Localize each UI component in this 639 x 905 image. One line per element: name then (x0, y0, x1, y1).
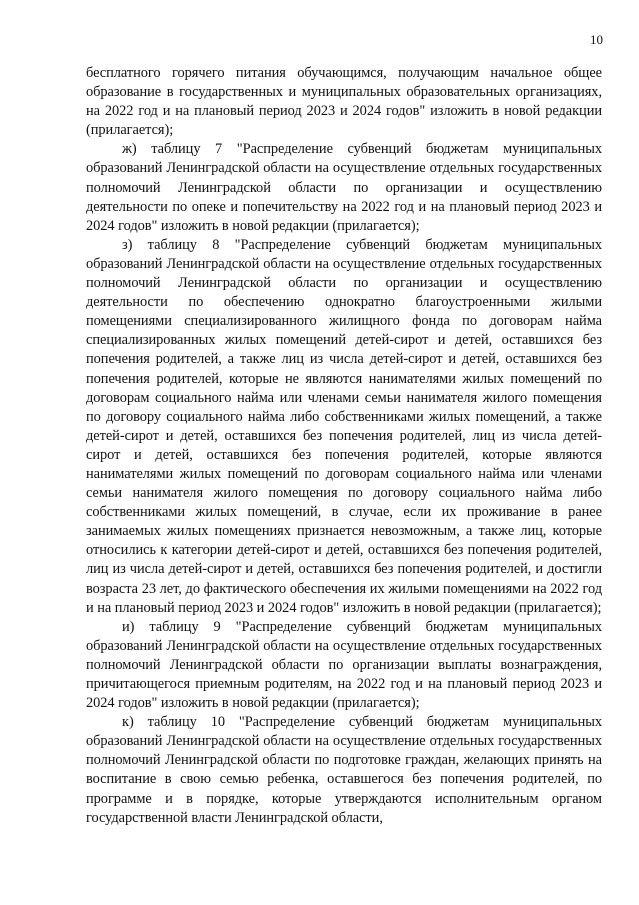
paragraph-k-table-10: к) таблицу 10 "Распределение субвенций бюджетам муниципальных образований Ленинградской области на осуществление отдельных государственных полномочий Ленинградской области по подготовке граждан, желающих принять на воспитание в свою семью ребенка, оставшегося без попечения родителей, по программе и в порядке, которые утверждаются исполнительным органом государственной власти Ленинградской области, (86, 714, 602, 826)
page-number: 10 (590, 32, 603, 47)
paragraph-z-table-8: з) таблицу 8 "Распределение субвенций бюджетам муниципальных образований Ленинградской области на осуществление отдельных государственных полномочий Ленинградской области по организации и осуществлению деятельности по обеспечению однократно благоустроенными жилыми помещениями специализированного жилищного фонда по договорам найма специализированных жилых помещений детей-сирот и детей, оставшихся без попечения родителей, а также лиц из числа детей-сирот и детей, оставшихся без попечения родителей, которые не являются нанимателями жилых помещений по договорам социального найма или членами семьи нанимателя жилого помещения по договору социального найма либо собственниками жилых помещений, а также детей-сирот и детей, оставшихся без попечения родителей, лиц из числа детей-сирот и детей, оставшихся без попечения родителей, которые являются нанимателями жилых помещений по договорам социального найма или членами семьи нанимателя жилого помещения по договору социального найма либо собственниками жилых помещений, в случае, если их проживание в ранее занимаемых жилых помещениях признается невозможным, а также лиц, которые относились к категории детей-сирот и детей, оставшихся без попечения родителей, лиц из числа детей-сирот и детей, оставшихся без попечения родителей, и достигли возраста 23 лет, до фактического обеспечения их жилыми помещениями на 2022 год и на плановый период 2023 и 2024 годов" изложить в новой редакции (прилагается); (86, 236, 602, 616)
paragraph-e-continuation: бесплатного горячего питания обучающимся, получающим начальное общее образование в государственных и муниципальных образовательных организациях, на 2022 год и на плановый период 2023 и 2024 годов" изложить в новой редакции (прилагается); (86, 65, 602, 139)
paragraph-i-table-9: и) таблицу 9 "Распределение субвенций бюджетам муниципальных образований Ленинградской области на осуществление отдельных государственных полномочий Ленинградской области по организации выплаты вознаграждения, причитающегося приемным родителям, на 2022 год и на плановый период 2023 и 2024 годов" изложить в новой редакции (прилагается); (86, 618, 602, 712)
paragraph-zh-table-7: ж) таблицу 7 "Распределение субвенций бюджетам муниципальных образований Ленинградской области на осуществление отдельных государственных полномочий Ленинградской области по организации и осуществлению деятельности по опеке и попечительству на 2022 год и на плановый период 2023 и 2024 годов" изложить в новой редакции (прилагается); (86, 141, 602, 234)
document-body (86, 64, 602, 828)
